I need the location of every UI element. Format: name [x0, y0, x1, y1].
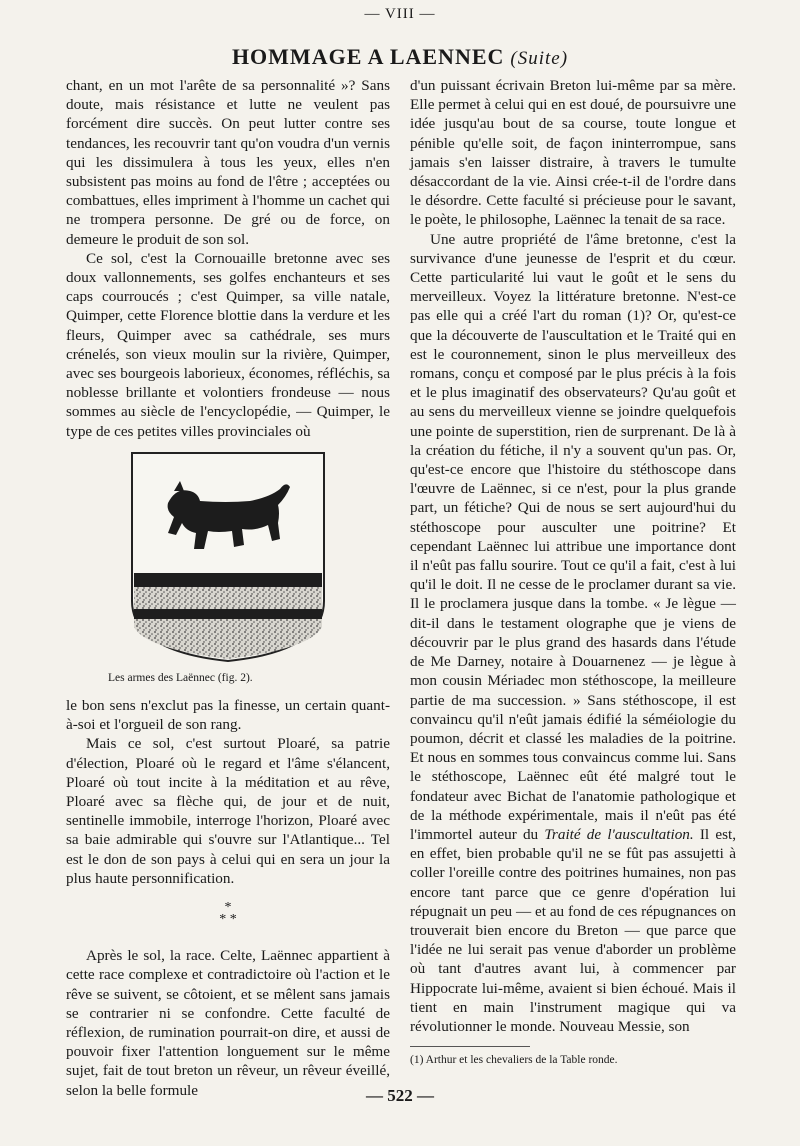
left-paragraph-1: chant, en un mot l'arête de sa personnalité »? Sans doute, mais résistance et lutte ne veulent pas forcément dire succès. On peut lutter contre ses tendances, les recouvrir tant qu'on voudra d'un vernis qui les dissimulera à tous les yeux, elles n'en subsistent pas moins au fond de l'être ; acceptées ou combattues, elles impriment à l'homme un cachet qui ne trompera personne. De gré ou de force, on demeure le produit de son sol. — [66, 77, 390, 248]
coat-of-arms-image — [130, 451, 326, 663]
right-paragraph-2-main: Une autre propriété de l'âme bretonne, c'est la survivance d'une jeunesse de l'esprit et du cœur. Cette particularité lui vaut le goût et le sens du merveilleux. Voyez la littérature bretonne. N'est-ce pas elle qui a créé l'art du roman (1)? Or, qu'est-ce que la découverte de l'auscultation et le Traité qui en est le couronnement, sinon le plus merveilleux des romans, conçu et composé par le plus précis à la fois et le plus imaginatif des observateurs? Qu'au goût et au sens du merveilleux vienne se joindre quelquefois une pointe de superstition, rien de surprenant. De là à la création du fétiche, il n'y a souvent qu'un pas. Or, qu'est-ce encore que l'histoire du stéthoscope dans l'œuvre de Laënnec, si ce n'est, pour la plus grande part, un fétiche? Qui de nous se sert aujourd'hui du stéthoscope pour ausculter une poitrine? Et cependant Laënnec lui attribue une importance dont il n'eût pas fallu sourire. Tout ce qu'il a fait, c'est à lui qu'il le doit. Il ne cesse de le proclamer durant sa vie. Il le proclamera jusque dans la tombe. « Je lègue — dit-il dans le testament olographe que je viens de découvrir par le plus grand des hasards dans l'étude de Me Darney, notaire à Douarnenez — je lègue à mon cousin Mériadec mon stéthoscope, la meilleure partie de ma succession. » Sans stéthoscope, il est convaincu qu'il n'eût jamais édifié la séméiologie du poumon, décrit et classé les maladies de la poitrine. Et nous en sommes tous convaincus comme lui. Sans le stéthoscope, Laënnec eût été malgré tout le fondateur avec Bichat de l'anatomie pathologique et de la méthode expérimentale, mais il n'eût pas été l'immortel auteur du — [410, 230, 736, 843]
footnote-rule — [410, 1046, 530, 1047]
right-column — [410, 76, 736, 1068]
coat-of-arms-shield-icon — [130, 451, 326, 663]
section-asterism — [66, 902, 390, 926]
right-paragraph-1: d'un puissant écrivain Breton lui-même par sa mère. Elle permet à celui qui en est doué, de poursuivre une idée jusqu'au bout de sa course, toute longue et pénible qu'elle soit, de façon ininterrompue, sans jamais s'en laisser distraire, à travers le tumulte désaccordant de la vie. Ainsi crée-t-il de l'ordre dans le désordre. Cette faculté si précieuse pour le savant, le poète, le philosophe, Laënnec la tenait de sa race. — [410, 77, 736, 229]
left-paragraph-2: Ce sol, c'est la Cornouaille bretonne avec ses doux vallonnements, ses golfes enchanteurs et ses caps courroucés ; c'est Quimper, sa ville natale, Quimper, cette Florence blottie dans la verdure et les fleurs, Quimper avec sa cathédrale, ses murs crénelés, son vieux moulin sur la rivière, Quimper, avec ses bourgeois laborieux, économes, réfléchis, sa noblesse brillante et volontiers frondeuse — nous sommes au siècle de l'encyclopédie, — Quimper, le type de ces petites villes provinciales où — [66, 249, 390, 440]
left-paragraph-3: le bon sens n'exclut pas la finesse, un certain quant-à-soi et l'orgueil de son rang. — [66, 697, 390, 734]
traite-title: Traité de l'auscultation. — [544, 825, 694, 843]
left-paragraph-4: Mais ce sol, c'est surtout Ploaré, sa patrie d'élection, Ploaré où le regard et l'âme s'élancent, Ploaré où tout incite à la méditation et au rêve, Ploaré avec sa flèche qui, de jour et de nuit, sentinelle immobile, interroge l'horizon, Ploaré avec sa baie admirable qui s'ouvre sur l'Atlantique... Tel est le don de son pays à celui qui en sera un jour la plus haute personnification. — [66, 735, 390, 887]
page-number-roman: — VIII — — [364, 6, 436, 22]
left-paragraph-5: Après le sol, la race. Celte, Laënnec appartient à cette race complexe et contradictoire où l'action et le rêve se suivent, se côtoient, et se mêlent sans jamais se contrarier ni se confondre. Cette faculté de réflexion, de rumination pourrait-on dire, et aussi de pouvoir fixer l'attention longuement sur le même sujet, fait de tout breton un rêveur, un rêveur éveillé, selon la belle formule — [66, 947, 390, 1099]
footnote: (1) Arthur et les chevaliers de la Table ronde. — [410, 1054, 618, 1067]
article-suite: (Suite) — [510, 48, 569, 69]
left-column — [66, 76, 390, 1100]
running-title — [0, 44, 800, 70]
figure-caption: Les armes des Laënnec (fig. 2). — [108, 671, 253, 684]
coat-of-arms-figure — [66, 451, 390, 688]
page-number: — 522 — — [366, 1086, 434, 1105]
asterism-bottom: * * — [219, 912, 237, 928]
article-title: HOMMAGE A LAENNEC — [231, 44, 505, 69]
right-paragraph-2 — [410, 230, 736, 1037]
asterism-top: * — [224, 900, 232, 916]
right-paragraph-2-end: Il est, en effet, bien probable qu'il ne se fût pas assujetti à coller l'oreille contre des poitrines humaines, non pas encore tant parce que ce genre d'opération lui répugnait un peu — et au fond de ces répugnances on trouverait bien encore du Breton — que parce que l'idée ne lui serait pas venue d'aborder un problème où tant d'autres avant lui, à commencer par Hippocrate lui-même, avaient si bien échoué. Mais il tient en main l'instrument magique qui va révolutionner le monde. Nouveau Messie, son — [410, 825, 736, 1035]
